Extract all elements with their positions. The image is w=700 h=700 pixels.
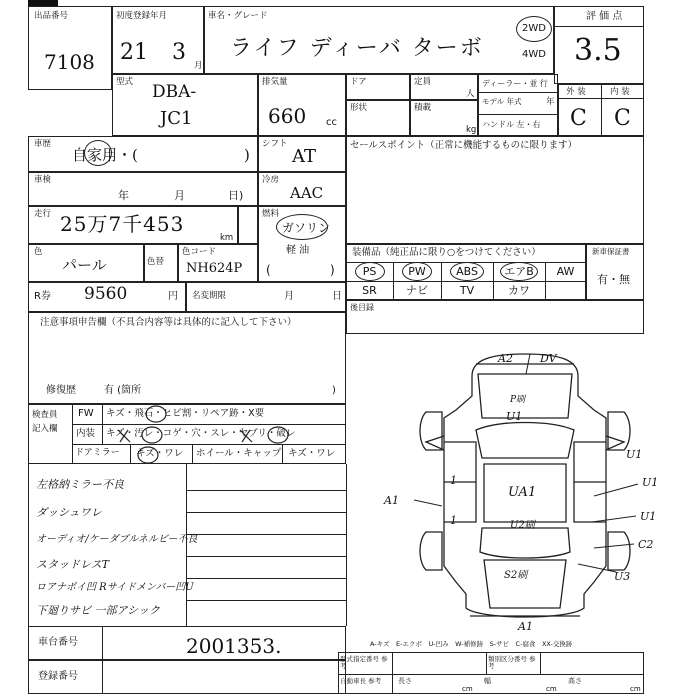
note-line-5: ロアナポイ凹 Rサイドメンバー凹U <box>36 582 194 593</box>
fuel-paren-open: ( <box>266 263 271 277</box>
pw-circle <box>402 262 432 281</box>
chassis-label: 車台番号 <box>38 637 78 648</box>
mileage-extra-cell <box>238 206 258 244</box>
model-year-label: モデル 年式 <box>482 97 522 106</box>
equip-abs: ABS <box>456 265 478 278</box>
int-value: C <box>614 106 631 131</box>
equip-tv: TV <box>459 284 475 297</box>
name-change-day: 日 <box>332 291 342 302</box>
checks-label-2: 記入欄 <box>32 424 58 434</box>
dealer-label: ディーラー・並 行 <box>482 79 548 88</box>
door-label: ドア <box>350 77 367 87</box>
note-line-3: オーディオ/ケーダブルネルビー不良 <box>36 534 198 545</box>
repair-value: 有 (箇所 <box>104 385 142 396</box>
equip-aw: AW <box>556 265 575 278</box>
mark-1-lower: 1 <box>450 514 457 527</box>
mark-u2: U2刷 <box>510 520 535 531</box>
check-interior: 内装 <box>76 428 96 439</box>
month-unit: 月 <box>194 61 203 71</box>
kg-unit: kg <box>466 125 477 135</box>
year-unit: 年 <box>546 97 555 107</box>
history-cell <box>28 136 258 172</box>
r-ticket-value: 9560 <box>84 284 128 304</box>
equip-leather: カワ <box>508 284 530 297</box>
fuel-paren-close: ) <box>330 263 335 277</box>
drive-2wd: 2WD <box>522 23 546 34</box>
lot-label: 出品番号 <box>34 11 69 21</box>
chassis-value: 2001353. <box>186 634 282 658</box>
warranty-label: 新車保証書 <box>592 247 630 256</box>
registration-label: 登録番号 <box>38 671 78 682</box>
int-label: 内 装 <box>610 87 630 97</box>
mark-c2: C2 <box>638 538 654 551</box>
mileage-value: 25万7千453 <box>60 212 185 236</box>
cc-unit: cc <box>326 117 337 128</box>
after-cell <box>346 300 644 334</box>
mark-a1-rear: A1 <box>518 620 533 633</box>
mark-a1-left: A1 <box>384 494 399 507</box>
damage-legend: A-キズ E-エクボ U-凹み W-補修跡 S-サビ C-腐食 XX-交換跡 <box>370 640 573 648</box>
equip-sr: SR <box>362 284 377 297</box>
first-reg-label: 初度登録年月 <box>116 11 168 21</box>
name-change-label: 名変期限 <box>192 291 227 301</box>
width-cm: cm <box>546 685 557 693</box>
color-code-label: 色コード <box>182 247 217 257</box>
check-fw: FW <box>78 408 94 419</box>
cooling-label: 冷房 <box>262 175 280 185</box>
model-label: 型式 <box>116 77 134 87</box>
length-label: 長さ <box>398 677 412 685</box>
mark-u1-right-front: U1 <box>642 476 659 489</box>
private-use-circle <box>84 140 112 166</box>
name-change-month: 月 <box>284 291 294 302</box>
equip-ps: PS <box>362 265 377 278</box>
sales-cell <box>346 136 644 244</box>
model-value-2: JC1 <box>160 108 193 129</box>
check-wheel-items: キズ・ワレ <box>288 448 336 459</box>
fuel-value: ガソリン <box>282 221 331 235</box>
mark-p-roof: P刷 <box>510 395 526 405</box>
lot-number: 7108 <box>44 50 95 74</box>
mark-u1-right-rear: U1 <box>626 448 643 461</box>
abs-circle <box>450 262 484 281</box>
mark-u1-right: U1 <box>640 510 657 523</box>
shape-label: 形状 <box>350 103 368 113</box>
displacement-value: 660 <box>268 104 307 128</box>
color-code-value: NH624P <box>186 261 243 276</box>
notes-label: 注意事項申告欄（不具合内容等は具体的に記入して下さい） <box>40 317 297 328</box>
score-label: 評 価 点 <box>586 11 623 22</box>
history-value: 自家用・( <box>72 146 138 164</box>
warranty-value: 有・無 <box>597 273 630 286</box>
equip-navi: ナビ <box>406 284 428 297</box>
repair-close: ) <box>332 385 336 396</box>
mark-a2: A2 <box>498 352 513 365</box>
shift-value: AT <box>292 146 317 167</box>
check-mirror-items: キズ・ワレ <box>136 448 184 459</box>
mark-dv: DV <box>540 352 557 365</box>
fuel-label: 燃料 <box>262 209 280 219</box>
load-label: 積載 <box>414 103 432 113</box>
ext-value: C <box>570 106 587 131</box>
inspection-month: 月 <box>174 189 185 202</box>
ps-circle <box>355 262 385 281</box>
height-cm: cm <box>630 685 641 693</box>
equipment-label: 装備品（純正品に限り○をつけてください） <box>352 247 541 258</box>
height-label: 高さ <box>568 677 582 685</box>
first-reg-year: 21 <box>120 40 148 65</box>
first-reg-month: 3 <box>172 40 186 65</box>
airbag-circle <box>500 262 538 281</box>
note-line-4: スタッドレスT <box>36 558 110 571</box>
gasoline-circle <box>276 214 331 240</box>
mark-s2: S2刷 <box>504 570 528 581</box>
mark-ua1: UA1 <box>508 485 537 500</box>
check-marks <box>100 404 300 464</box>
equip-pw: PW <box>408 265 426 278</box>
history-close: ) <box>244 146 250 164</box>
repair-label: 修復歴 <box>46 385 76 396</box>
yen-unit: 円 <box>168 291 178 302</box>
capacity-label: 定員 <box>414 77 432 87</box>
equip-airbag: エアB <box>504 265 534 278</box>
inspection-year: 年 <box>118 189 129 202</box>
color-label: 色 <box>34 247 43 257</box>
check-interior-items: キズ・汚レ・コゲ・穴・スレ・ヤブリ・破レ <box>106 428 296 439</box>
model-value-1: DBA- <box>152 82 197 102</box>
person-unit: 人 <box>466 89 475 99</box>
after-label: 後目録 <box>350 303 374 312</box>
handle-label: ハンドル 左・右 <box>482 120 541 129</box>
type-designation-label: 型式指定番号 参考 <box>340 655 388 670</box>
check-wheel: ホイール・キャップ <box>196 448 282 459</box>
car-name-label: 車名・グレード <box>208 11 268 21</box>
vehicle-length-label: 自動車長 参考 <box>340 677 382 685</box>
note-line-2: ダッシュワレ <box>36 506 102 519</box>
note-line-6: 下廻りサビ 一部アシック <box>36 604 160 617</box>
displacement-label: 排気量 <box>262 77 288 87</box>
inspection-cell <box>28 172 258 206</box>
r-ticket-label: R券 <box>34 291 51 302</box>
shift-label: シフト <box>262 139 288 149</box>
km-unit: km <box>220 233 234 243</box>
color-value: パール <box>62 256 107 274</box>
car-name-value: ライフ ディーバ ターボ <box>230 36 484 61</box>
light-oil-label: 軽 油 <box>286 245 310 256</box>
inspection-label: 車検 <box>34 175 52 185</box>
car-damage-diagram <box>380 346 690 636</box>
history-label: 車歴 <box>34 139 52 149</box>
check-fw-items: キズ・飛石・ヒビ割・リペア跡・X要 <box>106 408 265 419</box>
inspection-day: 日) <box>228 189 244 202</box>
cooling-value: AAC <box>290 184 324 202</box>
score-value: 3.5 <box>574 33 622 68</box>
mark-u1-hood: U1 <box>506 410 523 423</box>
width-label: 幅 <box>484 677 491 685</box>
check-mirror: ドアミラー <box>75 448 120 458</box>
sales-label: セールスポイント（正常に機能するものに限ります） <box>350 140 578 151</box>
mileage-label: 走行 <box>34 209 52 219</box>
mark-u3: U3 <box>614 570 631 583</box>
note-line-1: 左格納ミラー不良 <box>36 478 124 491</box>
ext-label: 外 装 <box>566 87 586 97</box>
length-cm: cm <box>462 685 473 693</box>
color-change-label: 色替 <box>147 257 165 267</box>
checks-label-1: 検査員 <box>32 410 58 420</box>
mark-1-upper: 1 <box>450 474 457 487</box>
drive-4wd: 4WD <box>522 49 546 60</box>
category-label: 類別区分番号 参考 <box>488 655 536 670</box>
